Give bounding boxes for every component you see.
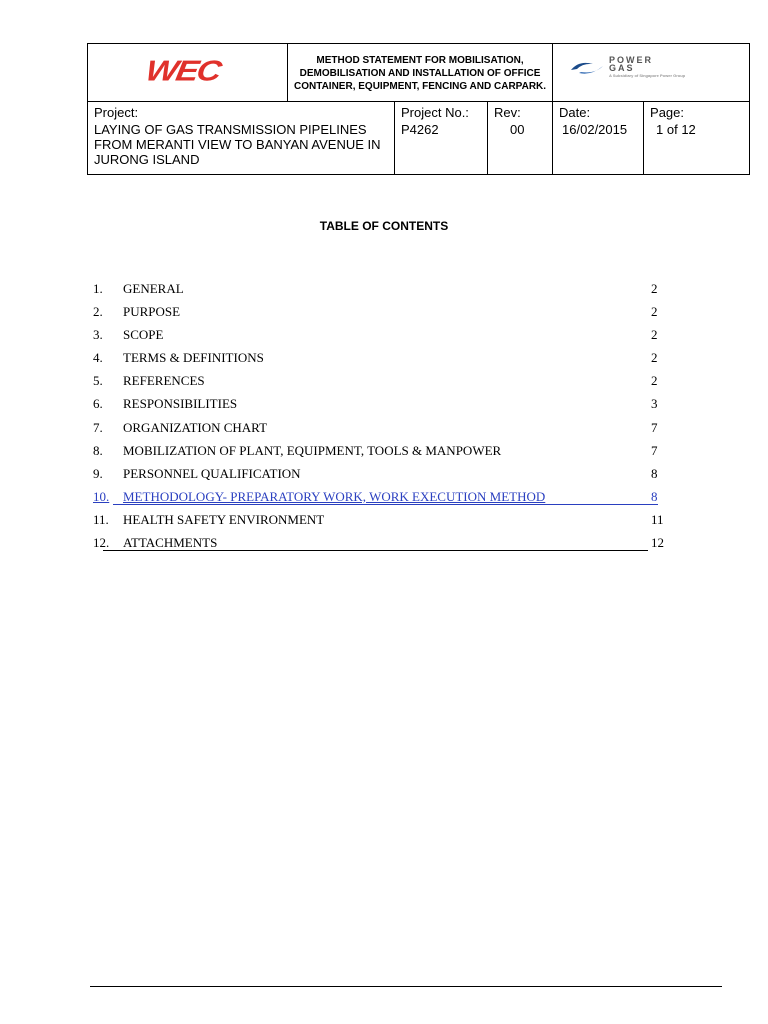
date-value: 16/02/2015	[562, 122, 628, 137]
powergas-logo-cell	[553, 44, 750, 102]
toc-entry-page: 2	[651, 373, 658, 389]
toc-entry-page: 2	[651, 350, 658, 366]
toc-entry-num: 1.	[93, 281, 103, 296]
toc-entry[interactable]	[93, 349, 665, 372]
toc-entry-page: 2	[651, 327, 658, 343]
toc-entry-num: 11.	[93, 511, 109, 527]
document-title: METHOD STATEMENT FOR MOBILISATION, DEMOBILISATION AND INSTALLATION OF OFFICE CONTAINER, EQUIPMENT, FENCING AND CARPARK.	[288, 44, 553, 102]
toc-entry[interactable]	[93, 534, 665, 557]
toc-entry[interactable]	[93, 280, 665, 303]
powergas-tagline: A Subsidiary of Singapore Power Group	[609, 73, 686, 78]
toc-entry[interactable]	[93, 511, 665, 534]
toc-entry-num: 10.	[93, 488, 110, 504]
toc-entry[interactable]	[93, 419, 665, 442]
toc-entry[interactable]	[93, 372, 665, 395]
toc-entry-title: ORGANIZATION CHART	[123, 419, 268, 435]
toc-entry-page: 8	[651, 465, 658, 481]
toc-heading: TABLE OF CONTENTS	[319, 219, 449, 233]
page-label: Page:	[650, 105, 685, 120]
toc-entry-title: TERMS & DEFINITIONS	[123, 350, 264, 366]
toc-entry[interactable]	[93, 465, 665, 488]
toc-entry[interactable]	[93, 395, 665, 418]
powergas-swoosh-icon	[569, 60, 605, 76]
project-no-label: Project No.:	[401, 105, 469, 120]
powergas-logo-line2: GAS	[609, 63, 635, 73]
rev-value: 00	[510, 122, 525, 137]
project-label: Project:	[94, 105, 139, 120]
date-label: Date:	[559, 105, 591, 120]
rev-cell	[488, 102, 553, 175]
project-value: LAYING OF GAS TRANSMISSION PIPELINES FROM MERANTI VIEW TO BANYAN AVENUE IN JURONG ISLAND	[94, 122, 381, 167]
project-no-cell	[395, 102, 488, 175]
page-value: 1 of 12	[656, 122, 696, 137]
toc-entry-title: HEALTH SAFETY ENVIRONMENT	[123, 511, 325, 527]
toc-entry-num: 7.	[93, 419, 103, 435]
toc-entry-title: ATTACHMENTS	[123, 535, 218, 551]
toc-entry-page: 7	[651, 419, 658, 435]
toc-entry-title: MOBILIZATION OF PLANT, EQUIPMENT, TOOLS & MANPOWER	[123, 442, 502, 458]
powergas-logo-line1: POWER	[609, 55, 654, 65]
project-no-value: P4262	[401, 122, 439, 137]
date-cell	[553, 102, 644, 175]
toc-entry-page: 2	[651, 304, 658, 320]
toc-entry[interactable]	[93, 303, 665, 326]
wec-logo-cell	[88, 44, 288, 102]
toc-entry-title: METHODOLOGY- PREPARATORY WORK, WORK EXECUTION METHOD	[123, 488, 546, 504]
toc-entry-num: 9.	[93, 465, 103, 481]
toc-entry-page: 8	[651, 488, 658, 504]
toc-entry-num: 5.	[93, 373, 103, 389]
toc-entry-page: 12	[651, 535, 664, 551]
footer-divider	[90, 986, 722, 987]
toc-entry-title: PURPOSE	[123, 304, 181, 320]
table-of-contents	[93, 280, 665, 557]
toc-entry[interactable]	[93, 326, 665, 349]
page-cell	[644, 102, 750, 175]
toc-entry-num: 6.	[93, 396, 103, 412]
toc-entry-title: SCOPE	[123, 327, 164, 343]
document-header	[87, 43, 750, 175]
toc-entry-title: PERSONNEL QUALIFICATION	[123, 465, 301, 481]
toc-entry-num: 2.	[93, 304, 103, 320]
powergas-logo	[569, 56, 749, 80]
toc-entry-title: RESPONSIBILITIES	[123, 396, 238, 412]
toc-entry-num: 8.	[93, 442, 103, 458]
rev-label: Rev:	[494, 105, 521, 120]
toc-entry-page: 3	[651, 396, 658, 412]
toc-entry-page: 2	[651, 281, 658, 296]
toc-entry-page: 7	[651, 442, 658, 458]
toc-entry-num: 12.	[93, 535, 110, 551]
wec-logo: WEC	[143, 54, 223, 88]
toc-entry-title: GENERAL	[123, 281, 184, 296]
toc-entry[interactable]	[93, 488, 665, 511]
toc-entry-num: 4.	[93, 350, 103, 366]
project-cell	[88, 102, 395, 175]
toc-entry-num: 3.	[93, 327, 103, 343]
toc-entry-page: 11	[651, 511, 664, 527]
toc-entry[interactable]	[93, 442, 665, 465]
toc-entry-title: REFERENCES	[123, 373, 205, 389]
